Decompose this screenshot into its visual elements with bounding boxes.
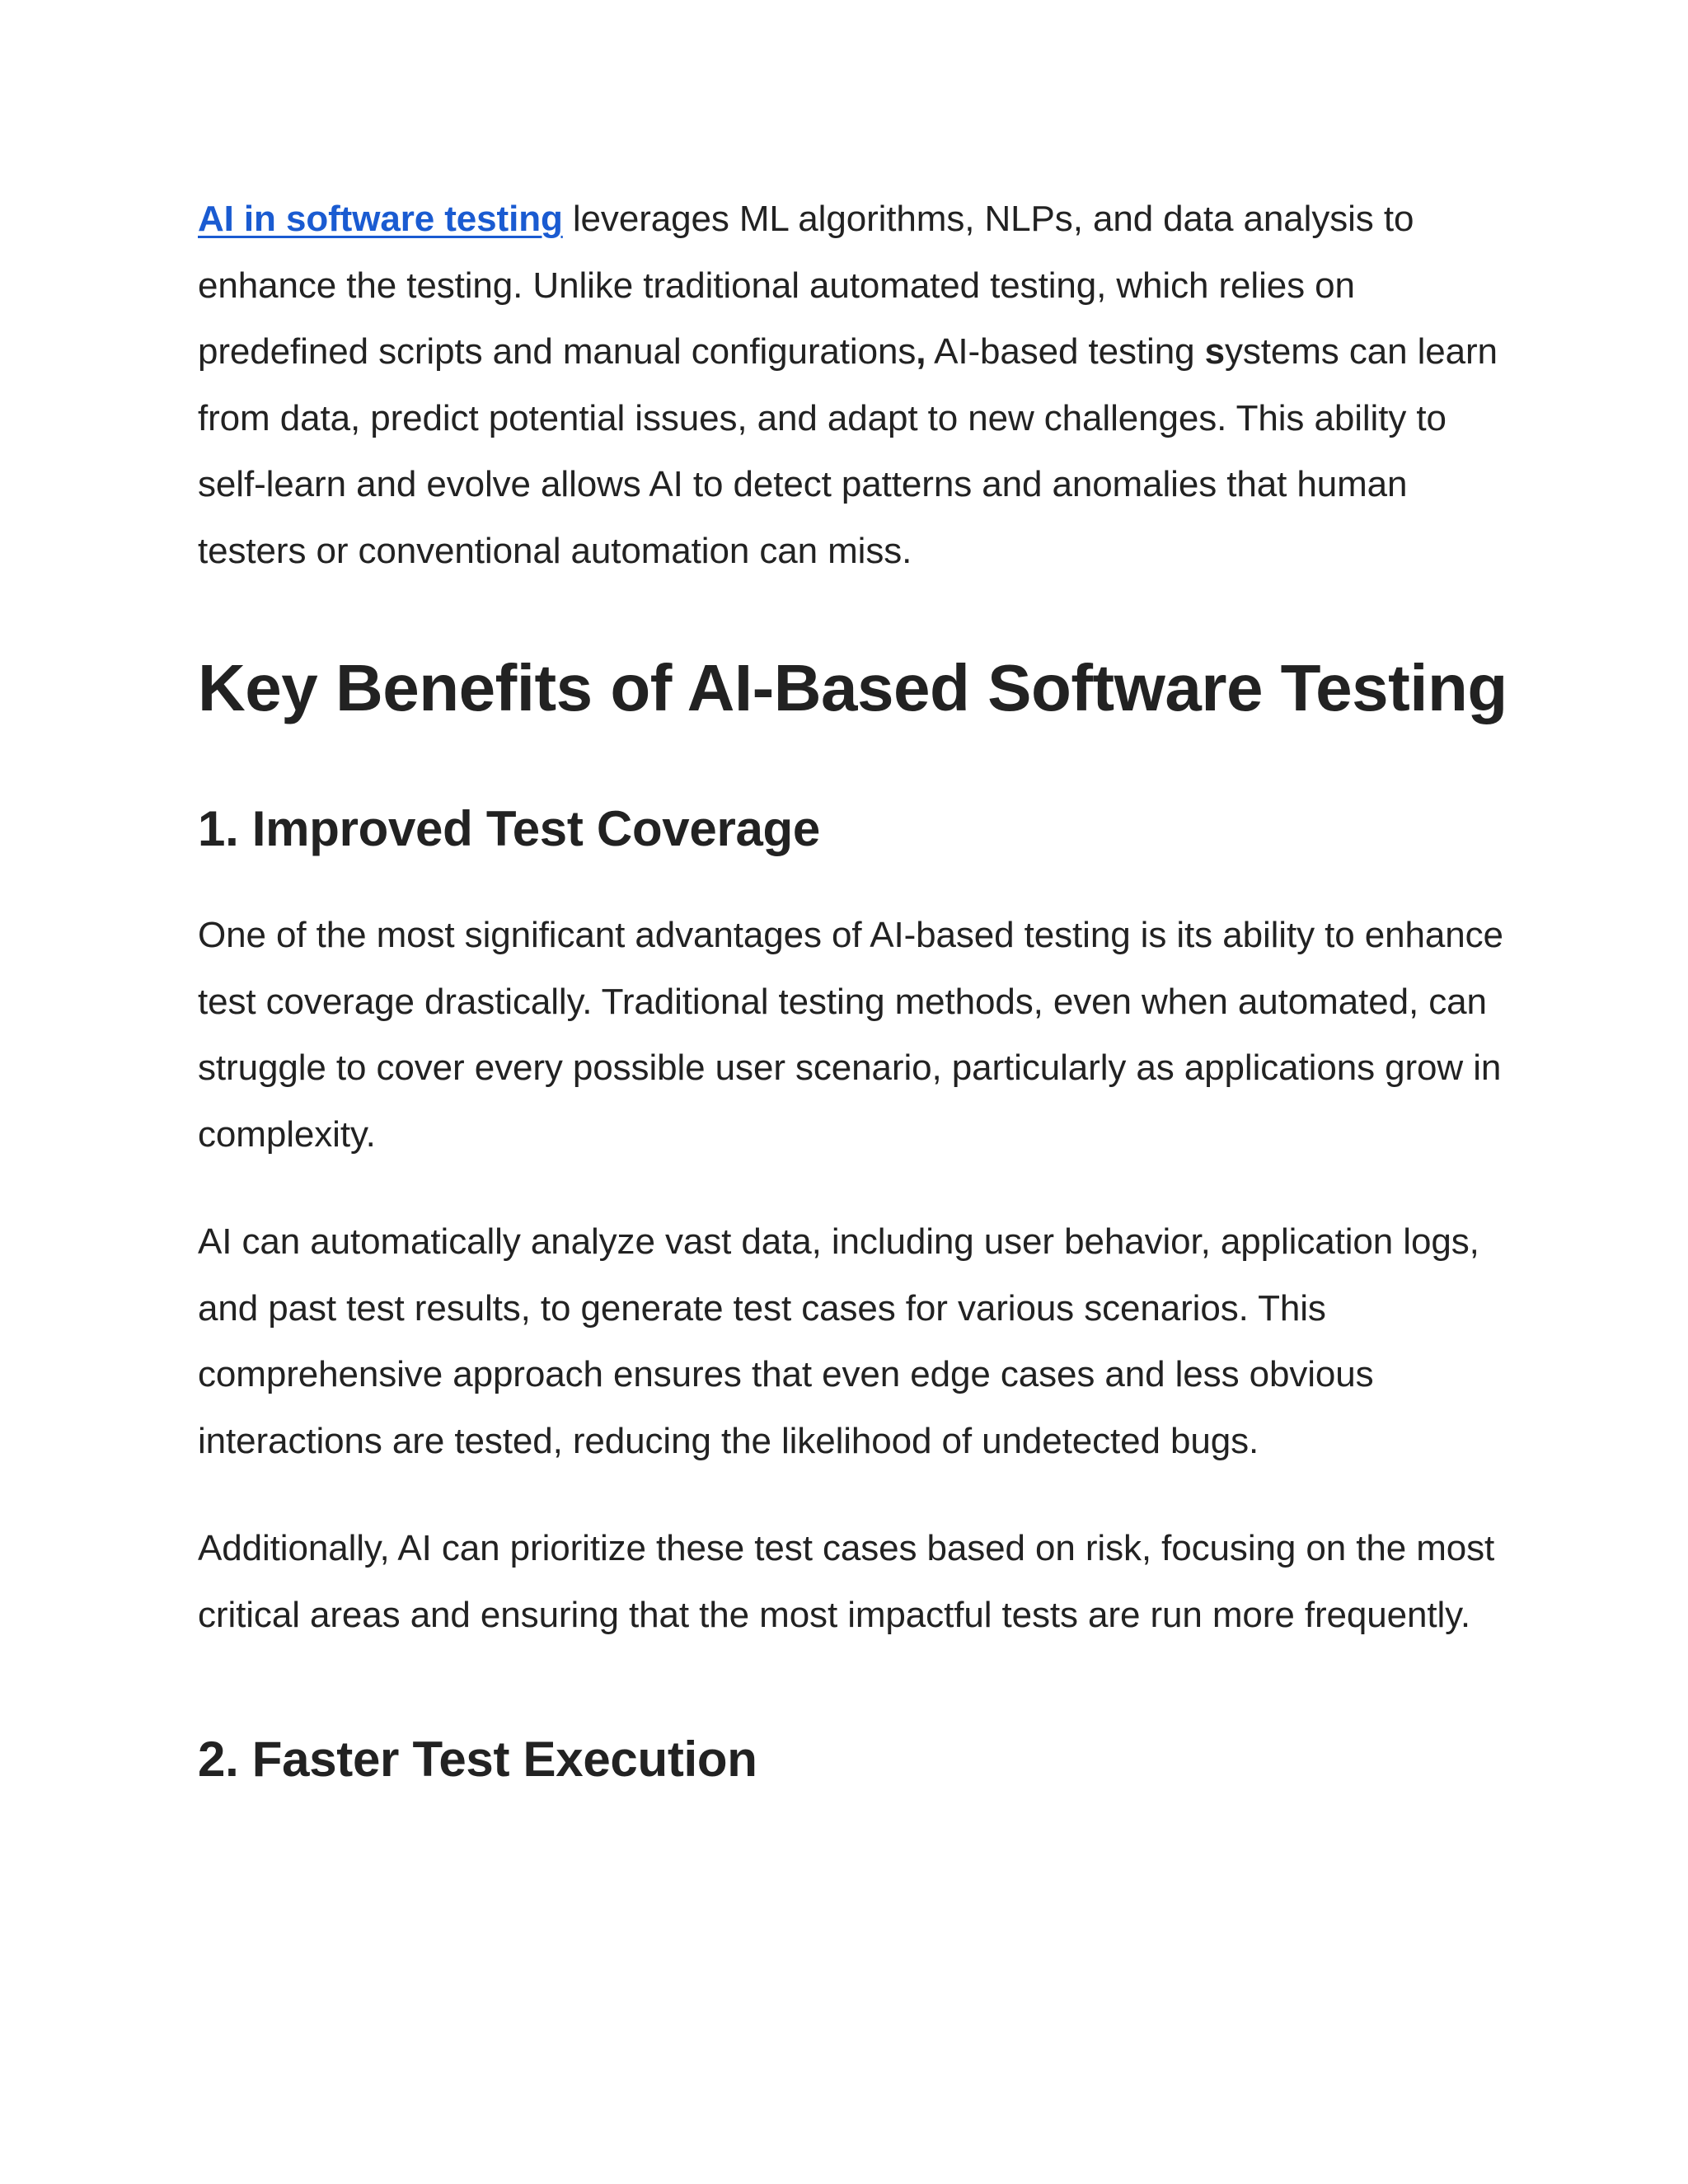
coverage-paragraph-3: Additionally, AI can prioritize these test cases based on risk, focusing on the most critical areas and ensuring that the most impactful tests are run more frequently. [198,1528,1495,1635]
intro-bold-s: s [1204,331,1225,372]
ai-in-software-testing-link[interactable]: AI in software testing [198,199,563,239]
main-heading: Key Benefits of AI-Based Software Testing [198,651,1507,724]
section-heading-faster-test-execution: 2. Faster Test Execution [198,1732,757,1787]
coverage-paragraph-2: AI can automatically analyze vast data, including user behavior, application logs, and past test results, to generate test cases for various scenarios. This comprehensive approach ensures that even edge cases and less obvious interactions are tested, reducing the likelihood of undetected bugs. [198,1221,1479,1461]
intro-text-a: leverages ML algorithms, NLPs, and data analysis to enhance the testing. Unlike traditional automated testing, which relies on predefined scripts and manual configurations [198,199,1414,372]
intro-paragraph [198,186,1517,584]
article-content [198,186,1517,1833]
intro-text-c: ystems can learn from data, predict potential issues, and adapt to new challenges. This ability to self-learn and evolve allows AI to detect patterns and anomalies that human testers or conventional automation can miss. [198,331,1498,571]
section-heading-improved-test-coverage: 1. Improved Test Coverage [198,801,820,856]
intro-text-b: AI-based testing [926,331,1205,372]
coverage-paragraph-1: One of the most significant advantages of AI-based testing is its ability to enhance test coverage drastically. Traditional testing methods, even when automated, can struggle to cover every possible user scenario, particularly as applications grow in complexity. [198,915,1503,1155]
intro-bold-comma: , [916,331,926,372]
